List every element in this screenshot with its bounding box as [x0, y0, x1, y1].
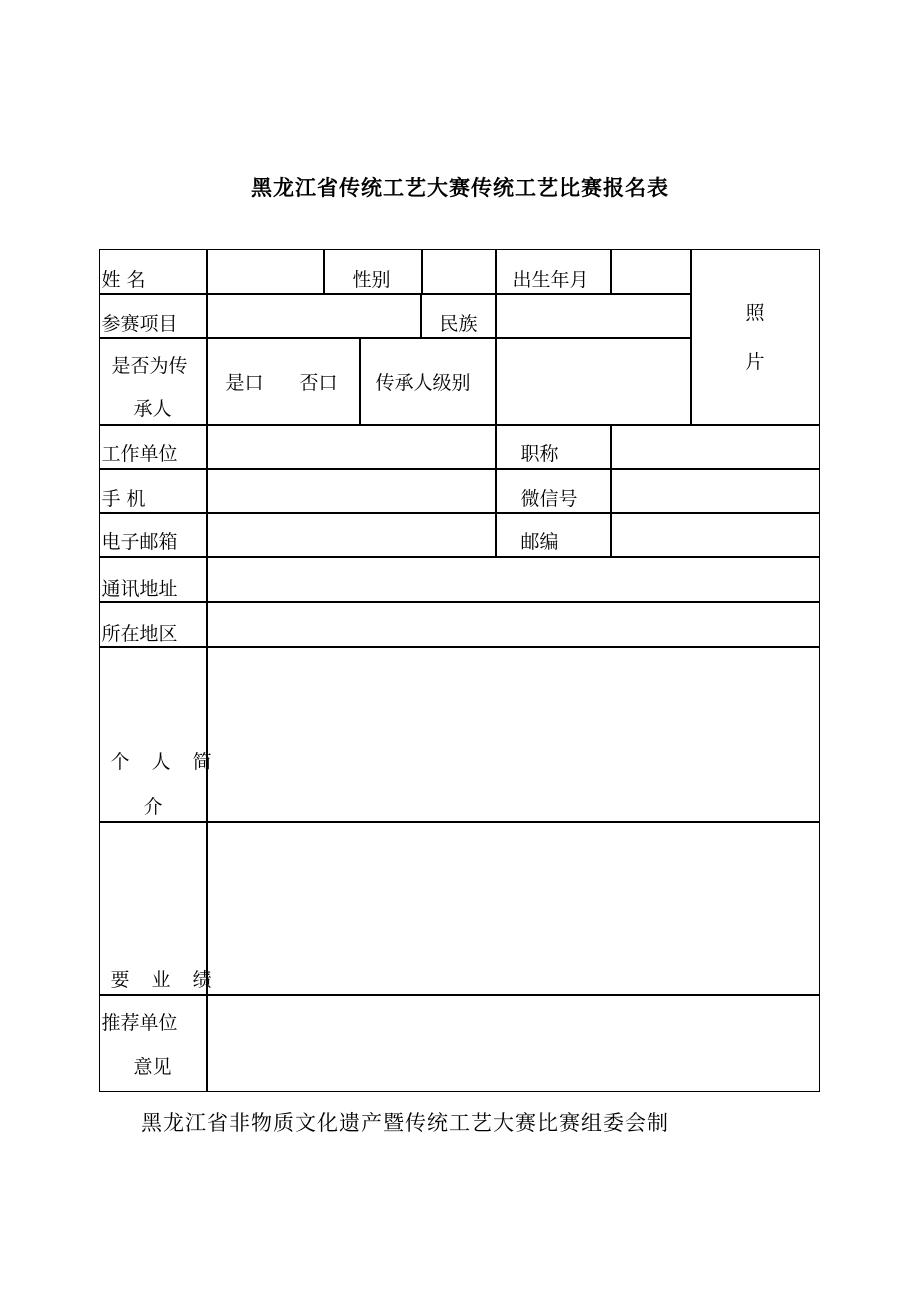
inheritor-level-label: 传承人级别 — [375, 371, 471, 394]
inheritor-yes-option[interactable]: 是口 — [225, 371, 264, 394]
gender-label: 性别 — [352, 268, 391, 291]
wechat-label: 微信号 — [520, 487, 578, 510]
project-label-cell — [99, 294, 207, 338]
birth-input[interactable] — [611, 249, 691, 294]
inheritor-choice-cell — [207, 338, 360, 425]
inheritor-label-1: 是否为传 — [111, 354, 188, 377]
postcode-input[interactable] — [611, 513, 820, 557]
achievements-textarea[interactable] — [207, 822, 820, 995]
address-label-cell — [99, 557, 207, 602]
inheritor-label-cell — [99, 338, 207, 425]
birth-label: 出生年月 — [512, 268, 589, 291]
recommend-textarea[interactable] — [207, 995, 820, 1092]
name-label-cell — [99, 249, 207, 294]
birth-label-cell — [496, 249, 611, 294]
achievements-label: 要 业 绩 — [110, 968, 220, 991]
region-label-cell — [99, 602, 207, 647]
wechat-input[interactable] — [611, 469, 820, 513]
registration-form-table — [99, 249, 820, 1092]
job-title-label: 职称 — [520, 442, 559, 465]
project-label: 参赛项目 — [101, 312, 178, 335]
name-label: 姓 名 — [101, 268, 146, 291]
bio-label-2: 介 — [143, 795, 163, 818]
workplace-label-cell — [99, 425, 207, 469]
footer-organizer: 黑龙江省非物质文化遗产暨传统工艺大赛比赛组委会制 — [141, 1111, 669, 1135]
recommend-label-1: 推荐单位 — [101, 1011, 178, 1034]
address-input[interactable] — [207, 557, 820, 602]
bio-label-1: 个 人 简 — [110, 750, 220, 773]
ethnicity-input[interactable] — [496, 294, 691, 338]
workplace-input[interactable] — [207, 425, 496, 469]
inheritor-label-2: 承人 — [133, 397, 172, 420]
postcode-label-cell — [496, 513, 611, 557]
recommend-label-cell — [99, 995, 207, 1092]
name-input[interactable] — [207, 249, 324, 294]
address-label: 通讯地址 — [101, 577, 178, 600]
postcode-label: 邮编 — [520, 530, 559, 553]
job-title-input[interactable] — [611, 425, 820, 469]
gender-input[interactable] — [422, 249, 496, 294]
email-label: 电子邮箱 — [101, 530, 178, 553]
wechat-label-cell — [496, 469, 611, 513]
mobile-label: 手 机 — [101, 487, 146, 510]
ethnicity-label-cell — [421, 294, 496, 338]
bio-textarea[interactable] — [207, 647, 820, 822]
mobile-label-cell — [99, 469, 207, 513]
inheritor-no-option[interactable]: 否口 — [299, 371, 338, 394]
workplace-label: 工作单位 — [101, 442, 178, 465]
project-input[interactable] — [207, 294, 421, 338]
mobile-input[interactable] — [207, 469, 496, 513]
gender-label-cell — [324, 249, 422, 294]
inheritor-level-input[interactable] — [496, 338, 691, 425]
form-title: 黑龙江省传统工艺大赛传统工艺比赛报名表 — [251, 175, 669, 200]
recommend-label-2: 意见 — [133, 1055, 172, 1078]
email-input[interactable] — [207, 513, 496, 557]
achievements-label-cell — [99, 822, 220, 995]
photo-label-2: 片 — [745, 350, 765, 373]
email-label-cell — [99, 513, 207, 557]
photo-label-1: 照 — [745, 301, 765, 324]
photo-cell[interactable] — [691, 249, 820, 425]
bio-label-cell — [99, 647, 220, 822]
region-label: 所在地区 — [101, 622, 178, 645]
region-input[interactable] — [207, 602, 820, 647]
inheritor-level-label-cell — [360, 338, 496, 425]
ethnicity-label: 民族 — [439, 312, 478, 335]
job-title-label-cell — [496, 425, 611, 469]
